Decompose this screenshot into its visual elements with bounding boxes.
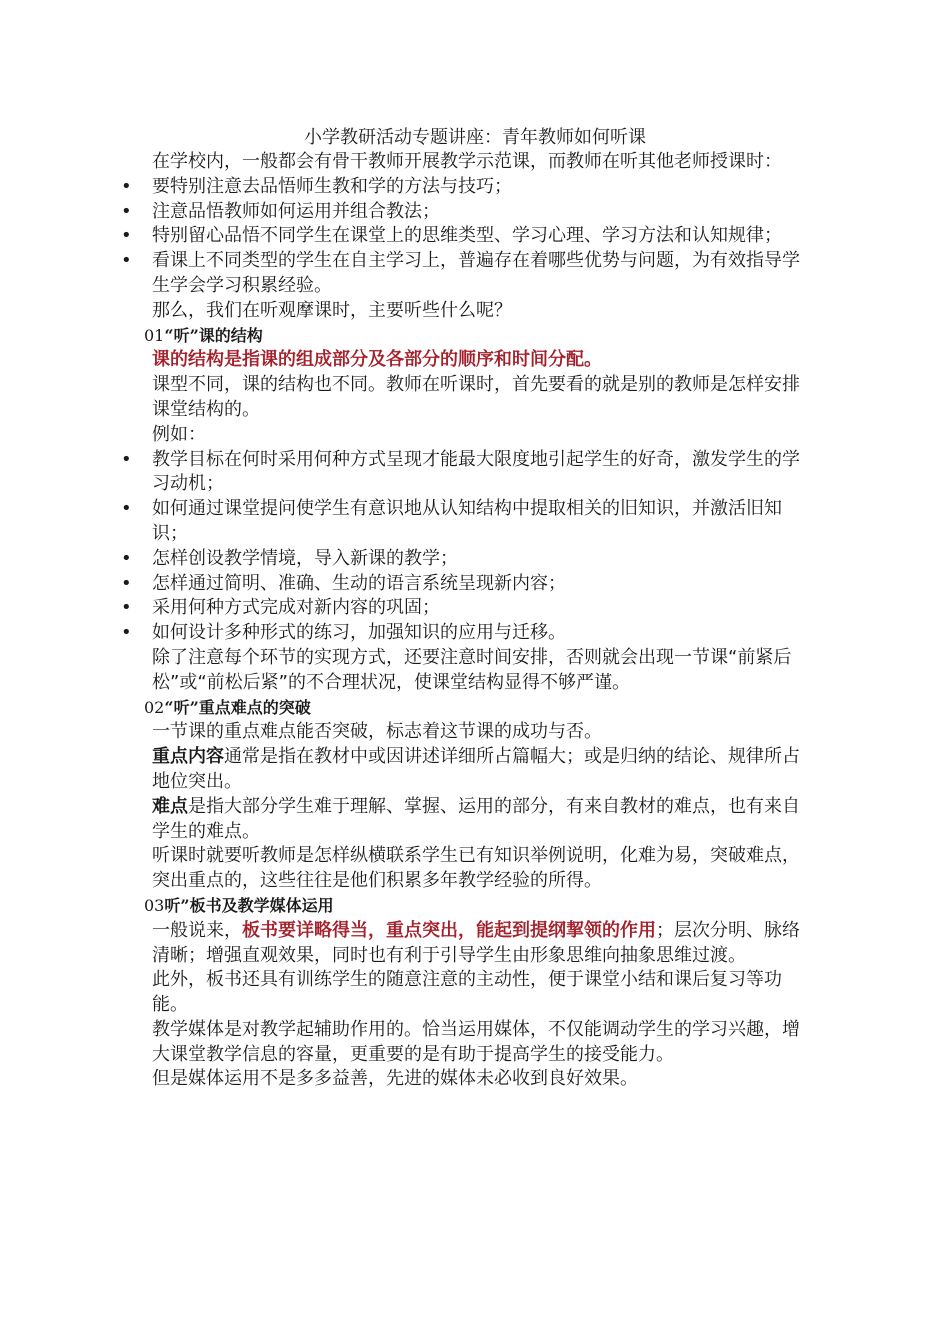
paragraph: 但是媒体运用不是多多益善，先进的媒体未必收到良好效果。 bbox=[152, 1068, 638, 1090]
page-title: 小学教研活动专题讲座：青年教师如何听课 bbox=[304, 127, 646, 148]
intro-bullet-list bbox=[152, 175, 812, 299]
key-content-paragraph bbox=[152, 745, 812, 795]
paragraph: 此外，板书还具有训练学生的随意注意的主动性，便于课堂小结和课后复习等功能。 bbox=[152, 969, 782, 1016]
key-text: 通常是指在教材中或因讲述详细所占篇幅大；或是归纳的结论、规律所占地位突出。 bbox=[152, 746, 800, 792]
section-number: 03 bbox=[144, 895, 165, 915]
list-item: • 看课上不同类型的学生在自主学习上，普遍存在着哪些优势与问题，为有效指导学生学会学习积累经验。 bbox=[152, 249, 812, 299]
difficulty-paragraph bbox=[152, 795, 812, 845]
list-item: • 教学目标在何时采用何种方式呈现才能最大限度地引起学生的好奇，激发学生的学习动机； bbox=[152, 448, 812, 498]
list-item: • 采用何种方式完成对新内容的巩固； bbox=[152, 596, 812, 621]
paragraph: 一节课的重点难点能否突破，标志着这节课的成功与否。 bbox=[152, 721, 602, 743]
list-item: • 注意品悟教师如何运用并组合教法； bbox=[152, 200, 812, 225]
example-bullet-list bbox=[152, 448, 812, 646]
section-heading-2 bbox=[144, 696, 812, 721]
key-term: 重点内容 bbox=[152, 746, 224, 768]
section-number: 01 bbox=[144, 325, 165, 345]
paragraph: 听课时就要听教师是怎样纵横联系学生已有知识举例说明，化难为易，突破难点，突出重点的，这些往往是他们积累多年教学经验的所得。 bbox=[152, 845, 800, 892]
section-heading-3 bbox=[144, 894, 812, 919]
example-label: 例如： bbox=[152, 423, 206, 445]
text: ；层次分明、脉络清晰；增强直观效果，同时也有利于引导学生由形象思维向抽象思维过渡。 bbox=[152, 919, 800, 966]
section-title: “听”重点难点的突破 bbox=[164, 697, 311, 717]
intro-paragraph: 在学校内，一般都会有骨干教师开展教学示范课，而教师在听其他老师授课时： bbox=[152, 151, 782, 172]
question-paragraph: 那么，我们在听观摩课时，主要听些什么呢？ bbox=[152, 299, 512, 321]
blackboard-paragraph bbox=[152, 919, 812, 969]
list-item: • 如何通过课堂提问使学生有意识地从认知结构中提取相关的旧知识，并激活旧知识； bbox=[152, 497, 812, 547]
list-item: • 如何设计多种形式的练习，加强知识的应用与迁移。 bbox=[152, 621, 812, 646]
text: 一般说来， bbox=[152, 919, 242, 941]
section-number: 02 bbox=[144, 697, 165, 717]
section-title: 听”板书及教学媒体运用 bbox=[164, 895, 334, 915]
list-item: • 怎样通过简明、准确、生动的语言系统呈现新内容； bbox=[152, 572, 812, 597]
list-item: • 要特别注意去品悟师生教和学的方法与技巧； bbox=[152, 175, 812, 200]
section-title: “听”课的结构 bbox=[164, 325, 263, 345]
structure-definition: 课的结构是指课的组成部分及各部分的顺序和时间分配。 bbox=[152, 349, 602, 371]
document-body bbox=[144, 150, 812, 1092]
key-term: 难点 bbox=[152, 795, 188, 817]
key-text: 是指大部分学生难于理解、掌握、运用的部分，有来自教材的难点，也有来自学生的难点。 bbox=[152, 795, 800, 842]
paragraph: 教学媒体是对教学起辅助作用的。恰当运用媒体，不仅能调动学生的学习兴趣，增大课堂教学信息的容量，更重要的是有助于提高学生的接受能力。 bbox=[152, 1018, 800, 1065]
section-heading-1 bbox=[144, 324, 812, 349]
paragraph: 课型不同，课的结构也不同。教师在听课时，首先要看的就是别的教师是怎样安排课堂结构的。 bbox=[152, 374, 800, 420]
highlight-text: 板书要详略得当，重点突出，能起到提纲挈领的作用 bbox=[242, 919, 656, 941]
paragraph: 除了注意每个环节的实现方式，还要注意时间安排，否则就会出现一节课“前紧后松”或“前松后紧”的不合理状况，使课堂结构显得不够严谨。 bbox=[152, 646, 792, 693]
list-item: • 特别留心品悟不同学生在课堂上的思维类型、学习心理、学习方法和认知规律； bbox=[152, 224, 812, 249]
list-item: • 怎样创设教学情境，导入新课的教学； bbox=[152, 547, 812, 572]
